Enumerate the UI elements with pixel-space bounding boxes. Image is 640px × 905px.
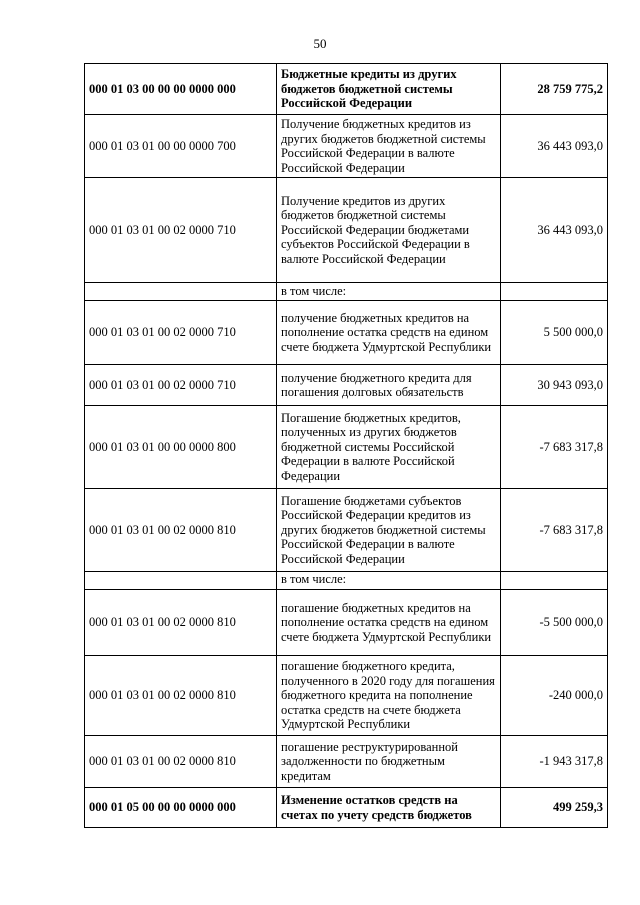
budget-code: 000 01 05 00 00 00 0000 000 <box>85 788 277 828</box>
line-description: погашение реструктурированной задолженности по бюджетным кредитам <box>277 736 501 788</box>
table-row <box>85 489 608 572</box>
table-row <box>85 736 608 788</box>
amount-value: 36 443 093,0 <box>501 178 608 283</box>
amount-value: 5 500 000,0 <box>501 301 608 365</box>
line-description: Погашение бюджетами субъектов Российской Федерации кредитов из других бюджетов бюджетной системы Российской Федерации в валюте Российской Федерации <box>277 489 501 572</box>
line-description: Получение бюджетных кредитов из других бюджетов бюджетной системы Российской Федерации в валюте Российской Федерации <box>277 115 501 178</box>
amount-value: 36 443 093,0 <box>501 115 608 178</box>
table-row <box>85 406 608 489</box>
budget-code <box>85 572 277 590</box>
budget-code: 000 01 03 01 00 02 0000 710 <box>85 365 277 406</box>
table-row <box>85 178 608 283</box>
line-description: получение бюджетных кредитов на пополнение остатка средств на едином счете бюджета Удмуртской Республики <box>277 301 501 365</box>
amount-value: 30 943 093,0 <box>501 365 608 406</box>
table-row <box>85 301 608 365</box>
table-row <box>85 115 608 178</box>
budget-code: 000 01 03 01 00 00 0000 800 <box>85 406 277 489</box>
budget-code <box>85 283 277 301</box>
line-description: Получение кредитов из других бюджетов бюджетной системы Российской Федерации бюджетами субъектов Российской Федерации в валюте Российской Федерации <box>277 178 501 283</box>
page-number: 50 <box>313 36 327 51</box>
budget-table <box>84 63 608 828</box>
table-row <box>85 572 608 590</box>
budget-code: 000 01 03 01 00 00 0000 700 <box>85 115 277 178</box>
amount-value: -5 500 000,0 <box>501 590 608 656</box>
line-description: получение бюджетного кредита для погашения долговых обязательств <box>277 365 501 406</box>
amount-value: -7 683 317,8 <box>501 489 608 572</box>
table-row <box>85 283 608 301</box>
budget-code: 000 01 03 01 00 02 0000 810 <box>85 590 277 656</box>
amount-value: -240 000,0 <box>501 656 608 736</box>
table-row <box>85 590 608 656</box>
amount-value <box>501 572 608 590</box>
budget-code: 000 01 03 00 00 00 0000 000 <box>85 64 277 115</box>
budget-code: 000 01 03 01 00 02 0000 710 <box>85 301 277 365</box>
amount-value: 499 259,3 <box>501 788 608 828</box>
amount-value: -7 683 317,8 <box>501 406 608 489</box>
line-description: в том числе: <box>277 572 501 590</box>
line-description: Бюджетные кредиты из других бюджетов бюджетной системы Российской Федерации <box>277 64 501 115</box>
budget-code: 000 01 03 01 00 02 0000 710 <box>85 178 277 283</box>
table-row <box>85 788 608 828</box>
amount-value <box>501 283 608 301</box>
table-row <box>85 64 608 115</box>
budget-code: 000 01 03 01 00 02 0000 810 <box>85 736 277 788</box>
budget-code: 000 01 03 01 00 02 0000 810 <box>85 656 277 736</box>
line-description: в том числе: <box>277 283 501 301</box>
line-description: погашение бюджетных кредитов на пополнение остатка средств на едином счете бюджета Удмуртской Республики <box>277 590 501 656</box>
line-description: Изменение остатков средств на счетах по учету средств бюджетов <box>277 788 501 828</box>
amount-value: -1 943 317,8 <box>501 736 608 788</box>
line-description: погашение бюджетного кредита, полученного в 2020 году для погашения бюджетного кредита на пополнение остатка средств на счете бюджета Удмуртской Республики <box>277 656 501 736</box>
amount-value: 28 759 775,2 <box>501 64 608 115</box>
line-description: Погашение бюджетных кредитов, полученных из других бюджетов бюджетной системы Российской Федерации в валюте Российской Федерации <box>277 406 501 489</box>
table-row <box>85 656 608 736</box>
table-row <box>85 365 608 406</box>
budget-code: 000 01 03 01 00 02 0000 810 <box>85 489 277 572</box>
